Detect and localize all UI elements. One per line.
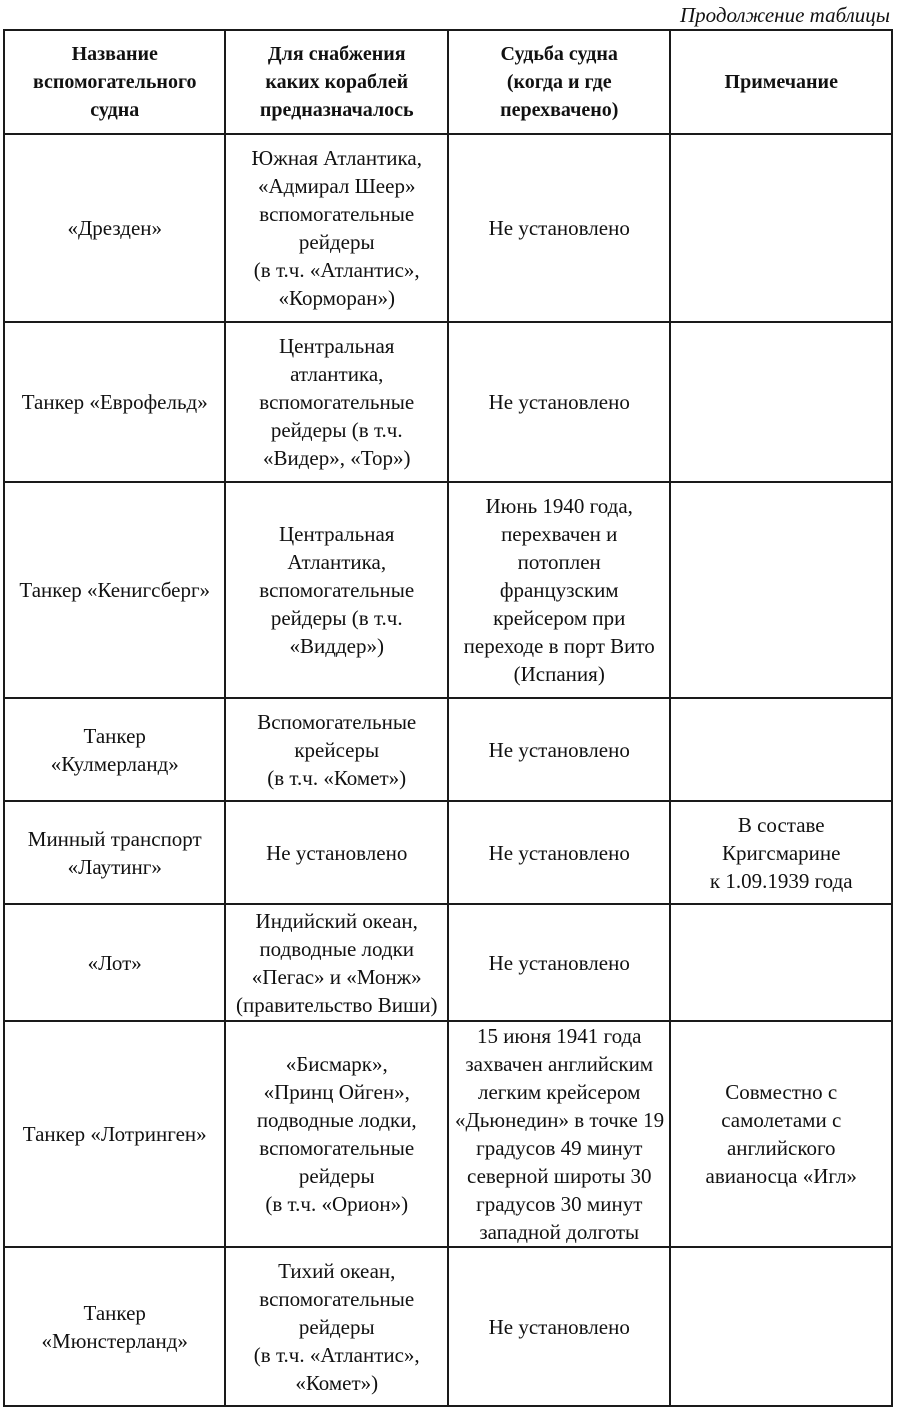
table-continuation-caption: Продолжение таблицы [679, 3, 890, 27]
cell-line: «Лот» [87, 950, 142, 975]
cell-line: Не установлено [488, 216, 630, 240]
cell-line: Не установлено [488, 950, 630, 975]
cell-line: Июнь 1940 года, [485, 494, 633, 518]
cell-line: «Бисмарк», [285, 1052, 388, 1076]
cell-line: Центральная [279, 334, 395, 358]
cell-line: вспомогательные [259, 390, 415, 414]
cell-supplied-ships [225, 322, 448, 482]
cell-ship-name [4, 322, 225, 482]
table-row [4, 1247, 892, 1406]
cell-line: Южная Атлантика, [251, 146, 422, 170]
header-line: (когда и где [506, 71, 612, 93]
table-row [4, 1021, 892, 1247]
cell-line: Танкер «Еврофельд» [21, 390, 208, 414]
cell-note [670, 1247, 892, 1406]
cell-line: атлантика, [290, 362, 384, 386]
cell-line: рейдеры [298, 1314, 375, 1339]
cell-line: «Пегас» и «Монж» [251, 964, 422, 989]
cell-supplied-ships [225, 1247, 448, 1406]
table-row [4, 904, 892, 1021]
cell-line: Индийский океан, [255, 908, 418, 933]
table-header-row [4, 30, 892, 134]
cell-line: Кригсмарине [722, 840, 841, 865]
cell-line: градусов 49 минут [476, 1136, 643, 1160]
cell-ship-name [4, 134, 225, 322]
cell-line: Не установлено [488, 737, 630, 762]
cell-line: Совместно с [725, 1080, 838, 1104]
cell-line: «Корморан») [278, 286, 395, 310]
header-note [670, 30, 892, 134]
cell-line: крейсеры [294, 737, 380, 762]
cell-line: «Мюнстерланд» [41, 1328, 188, 1353]
cell-line: (правительство Виши) [236, 992, 438, 1017]
cell-line: «Комет») [295, 1370, 379, 1395]
cell-line: (в т.ч. «Комет») [267, 765, 407, 790]
cell-line: «Дьюнедин» в точке 19 [454, 1108, 665, 1132]
cell-line: «Видер», «Тор») [262, 446, 411, 470]
cell-note [670, 1021, 892, 1247]
cell-line: рейдеры (в т.ч. [270, 606, 403, 630]
header-ship-name [4, 30, 225, 134]
cell-line: переходе в порт Вито [463, 634, 655, 658]
table-row [4, 482, 892, 698]
header-supplied-ships [225, 30, 448, 134]
cell-line: «Дрезден» [67, 216, 163, 240]
header-line: Примечание [724, 71, 838, 93]
table-row [4, 698, 892, 801]
supply-ships-table [3, 29, 893, 1407]
cell-line: западной долготы [479, 1220, 640, 1244]
cell-line: В составе [737, 812, 825, 837]
header-line: вспомогательного [32, 71, 197, 93]
cell-ship-fate [448, 1247, 671, 1406]
cell-line: Танкер [83, 1300, 146, 1325]
cell-ship-fate [448, 801, 671, 904]
cell-line: рейдеры [298, 230, 375, 254]
cell-note [670, 801, 892, 904]
cell-ship-name [4, 482, 225, 698]
cell-line: (в т.ч. «Орион») [265, 1192, 409, 1216]
cell-ship-name [4, 698, 225, 801]
cell-line: «Лаутинг» [67, 854, 162, 879]
cell-line: Танкер «Лотринген» [22, 1122, 207, 1146]
cell-line: Не установлено [488, 390, 630, 414]
cell-supplied-ships [225, 1021, 448, 1247]
cell-ship-name [4, 801, 225, 904]
cell-line: северной широты 30 [467, 1164, 652, 1188]
header-line: каких кораблей [265, 71, 409, 93]
cell-line: легким крейсером [478, 1080, 641, 1104]
cell-line: подводные лодки, [256, 1108, 417, 1132]
cell-supplied-ships [225, 134, 448, 322]
cell-line: Не установлено [488, 1314, 630, 1339]
cell-ship-fate [448, 322, 671, 482]
cell-ship-fate [448, 1021, 671, 1247]
cell-line: 15 июня 1941 года [476, 1024, 642, 1048]
cell-note [670, 698, 892, 801]
cell-line: вспомогательные [259, 202, 415, 226]
cell-line: Танкер [83, 723, 146, 748]
cell-ship-fate [448, 134, 671, 322]
cell-ship-fate [448, 482, 671, 698]
cell-note [670, 482, 892, 698]
cell-note [670, 322, 892, 482]
table-row [4, 134, 892, 322]
cell-line: «Принц Ойген», [263, 1080, 410, 1104]
cell-supplied-ships [225, 801, 448, 904]
cell-ship-fate [448, 904, 671, 1021]
cell-note [670, 904, 892, 1021]
header-line: предназначалось [259, 99, 414, 121]
cell-supplied-ships [225, 698, 448, 801]
cell-note [670, 134, 892, 322]
table-row [4, 801, 892, 904]
header-line: судна [90, 99, 140, 121]
cell-line: «Виддер») [289, 634, 384, 658]
header-line: Для снабжения [267, 43, 406, 65]
header-line: перехвачено) [500, 99, 619, 121]
cell-supplied-ships [225, 482, 448, 698]
cell-line: вспомогательные [259, 578, 415, 602]
cell-line: Минный транспорт [27, 826, 202, 851]
header-ship-fate [448, 30, 671, 134]
cell-line: Не установлено [266, 840, 408, 865]
cell-line: потоплен [517, 550, 601, 574]
cell-line: «Адмирал Шеер» [258, 174, 416, 198]
cell-line: рейдеры [298, 1164, 375, 1188]
cell-line: крейсером при [493, 606, 626, 630]
cell-line: вспомогательные [259, 1286, 415, 1311]
cell-line: Вспомогательные [257, 709, 417, 734]
header-line: Судьба судна [500, 43, 618, 65]
cell-line: Атлантика, [287, 550, 387, 574]
cell-line: французским [499, 578, 619, 602]
cell-line: (в т.ч. «Атлантис», [253, 258, 420, 282]
cell-line: Центральная [279, 522, 395, 546]
cell-ship-name [4, 904, 225, 1021]
cell-line: вспомогательные [259, 1136, 415, 1160]
table-row [4, 322, 892, 482]
cell-ship-fate [448, 698, 671, 801]
cell-line: «Кулмерланд» [50, 751, 179, 776]
cell-line: рейдеры (в т.ч. [270, 418, 403, 442]
cell-line: Тихий океан, [278, 1258, 396, 1283]
cell-line: английского [726, 1136, 836, 1160]
cell-ship-name [4, 1021, 225, 1247]
cell-line: Танкер «Кенигсберг» [19, 578, 211, 602]
cell-line: к 1.09.1939 года [709, 868, 853, 893]
cell-line: (Испания) [513, 662, 605, 686]
cell-ship-name [4, 1247, 225, 1406]
header-line: Название [71, 43, 158, 65]
cell-line: Не установлено [488, 840, 630, 865]
cell-supplied-ships [225, 904, 448, 1021]
cell-line: авианосца «Игл» [705, 1164, 857, 1188]
cell-line: захвачен английским [465, 1052, 654, 1076]
cell-line: градусов 30 минут [476, 1192, 643, 1216]
cell-line: подводные лодки [259, 936, 415, 961]
cell-line: самолетами с [721, 1108, 842, 1132]
cell-line: перехвачен и [501, 522, 618, 546]
cell-line: (в т.ч. «Атлантис», [253, 1342, 420, 1367]
